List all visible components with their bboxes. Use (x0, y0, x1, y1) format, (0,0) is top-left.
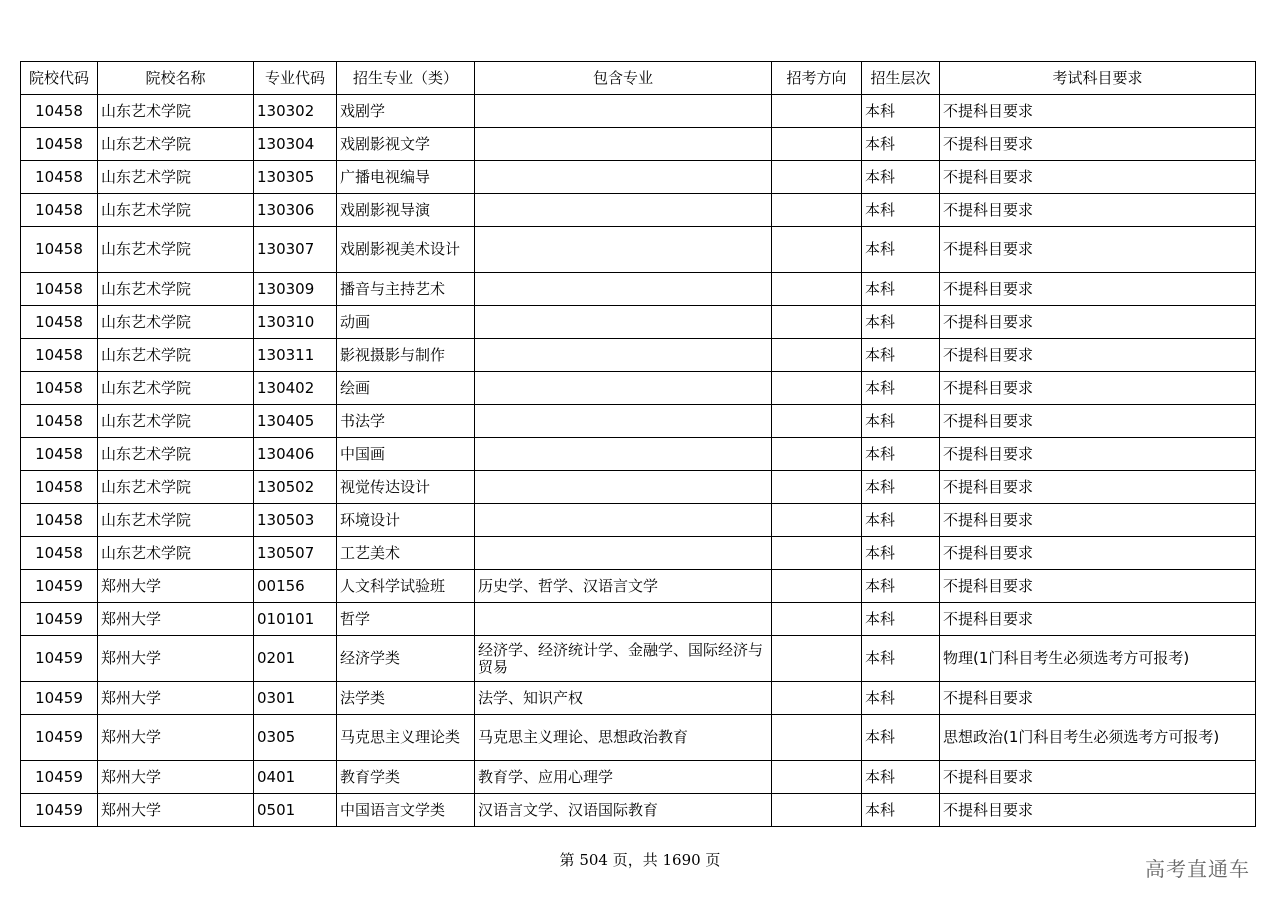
cell-level: 本科 (862, 761, 940, 794)
cell-school-name: 郑州大学 (98, 570, 254, 603)
table-row (21, 339, 1256, 372)
cell-level: 本科 (862, 372, 940, 405)
cell-requirement: 不提科目要求 (940, 570, 1256, 603)
header-direction: 招考方向 (772, 62, 862, 95)
cell-level: 本科 (862, 682, 940, 715)
cell-direction (772, 372, 862, 405)
cell-requirement: 思想政治(1门科目考生必须选考方可报考) (940, 715, 1256, 761)
cell-requirement: 不提科目要求 (940, 128, 1256, 161)
table-row (21, 794, 1256, 827)
cell-major: 马克思主义理论类 (337, 715, 475, 761)
cell-major-code: 130304 (254, 128, 337, 161)
cell-direction (772, 438, 862, 471)
cell-direction (772, 537, 862, 570)
cell-level: 本科 (862, 339, 940, 372)
cell-school-name: 郑州大学 (98, 794, 254, 827)
cell-school-name: 郑州大学 (98, 636, 254, 682)
cell-major: 戏剧影视导演 (337, 194, 475, 227)
cell-school-code: 10458 (21, 306, 98, 339)
table-row (21, 227, 1256, 273)
cell-direction (772, 715, 862, 761)
cell-major-code: 130302 (254, 95, 337, 128)
table-row (21, 504, 1256, 537)
cell-level: 本科 (862, 471, 940, 504)
cell-major: 教育学类 (337, 761, 475, 794)
cell-direction (772, 636, 862, 682)
cell-major: 哲学 (337, 603, 475, 636)
cell-major-code: 130406 (254, 438, 337, 471)
cell-school-name: 山东艺术学院 (98, 128, 254, 161)
cell-major: 法学类 (337, 682, 475, 715)
cell-major: 戏剧影视美术设计 (337, 227, 475, 273)
cell-major: 视觉传达设计 (337, 471, 475, 504)
cell-school-code: 10459 (21, 570, 98, 603)
table-row (21, 761, 1256, 794)
cell-included-majors (475, 537, 772, 570)
cell-level: 本科 (862, 95, 940, 128)
cell-major: 影视摄影与制作 (337, 339, 475, 372)
cell-school-code: 10459 (21, 761, 98, 794)
cell-major-code: 130503 (254, 504, 337, 537)
cell-major: 环境设计 (337, 504, 475, 537)
cell-major-code: 130309 (254, 273, 337, 306)
cell-included-majors (475, 128, 772, 161)
cell-major-code: 0201 (254, 636, 337, 682)
cell-direction (772, 227, 862, 273)
cell-school-code: 10459 (21, 715, 98, 761)
page-number: 第 504 页，共 1690 页 (559, 851, 721, 869)
cell-included-majors (475, 405, 772, 438)
cell-major-code: 130402 (254, 372, 337, 405)
cell-major: 经济学类 (337, 636, 475, 682)
cell-school-code: 10459 (21, 682, 98, 715)
cell-requirement: 不提科目要求 (940, 794, 1256, 827)
cell-school-name: 山东艺术学院 (98, 194, 254, 227)
cell-school-code: 10458 (21, 537, 98, 570)
header-level: 招生层次 (862, 62, 940, 95)
header-major: 招生专业（类） (337, 62, 475, 95)
cell-included-majors (475, 471, 772, 504)
cell-included-majors (475, 438, 772, 471)
cell-major: 工艺美术 (337, 537, 475, 570)
cell-requirement: 不提科目要求 (940, 339, 1256, 372)
cell-school-code: 10459 (21, 603, 98, 636)
cell-school-name: 山东艺术学院 (98, 306, 254, 339)
cell-school-code: 10458 (21, 273, 98, 306)
cell-level: 本科 (862, 306, 940, 339)
cell-major: 人文科学试验班 (337, 570, 475, 603)
cell-level: 本科 (862, 504, 940, 537)
cell-included-majors: 汉语言文学、汉语国际教育 (475, 794, 772, 827)
cell-school-code: 10459 (21, 636, 98, 682)
cell-major-code: 010101 (254, 603, 337, 636)
cell-direction (772, 794, 862, 827)
table-row (21, 603, 1256, 636)
cell-major-code: 0301 (254, 682, 337, 715)
cell-school-name: 山东艺术学院 (98, 339, 254, 372)
table-row (21, 128, 1256, 161)
cell-level: 本科 (862, 273, 940, 306)
cell-direction (772, 273, 862, 306)
cell-major: 绘画 (337, 372, 475, 405)
cell-requirement: 不提科目要求 (940, 682, 1256, 715)
cell-major-code: 0305 (254, 715, 337, 761)
cell-requirement: 物理(1门科目考生必须选考方可报考) (940, 636, 1256, 682)
table-row (21, 194, 1256, 227)
cell-direction (772, 306, 862, 339)
cell-major-code: 130507 (254, 537, 337, 570)
cell-major-code: 130306 (254, 194, 337, 227)
cell-included-majors: 经济学、经济统计学、金融学、国际经济与贸易 (475, 636, 772, 682)
cell-school-code: 10458 (21, 372, 98, 405)
cell-included-majors: 教育学、应用心理学 (475, 761, 772, 794)
cell-included-majors (475, 95, 772, 128)
cell-requirement: 不提科目要求 (940, 405, 1256, 438)
cell-major: 戏剧影视文学 (337, 128, 475, 161)
cell-school-name: 郑州大学 (98, 715, 254, 761)
cell-included-majors (475, 306, 772, 339)
cell-level: 本科 (862, 161, 940, 194)
cell-school-code: 10458 (21, 161, 98, 194)
header-included-majors: 包含专业 (475, 62, 772, 95)
cell-major: 戏剧学 (337, 95, 475, 128)
cell-requirement: 不提科目要求 (940, 306, 1256, 339)
cell-major-code: 130405 (254, 405, 337, 438)
cell-level: 本科 (862, 794, 940, 827)
cell-level: 本科 (862, 537, 940, 570)
cell-major: 广播电视编导 (337, 161, 475, 194)
cell-included-majors (475, 273, 772, 306)
header-school-name: 院校名称 (98, 62, 254, 95)
cell-level: 本科 (862, 603, 940, 636)
cell-requirement: 不提科目要求 (940, 438, 1256, 471)
cell-requirement: 不提科目要求 (940, 761, 1256, 794)
cell-major-code: 0401 (254, 761, 337, 794)
cell-requirement: 不提科目要求 (940, 537, 1256, 570)
cell-requirement: 不提科目要求 (940, 161, 1256, 194)
header-major-code: 专业代码 (254, 62, 337, 95)
cell-school-code: 10458 (21, 504, 98, 537)
cell-major: 动画 (337, 306, 475, 339)
cell-requirement: 不提科目要求 (940, 194, 1256, 227)
table-row (21, 438, 1256, 471)
cell-school-code: 10458 (21, 339, 98, 372)
cell-included-majors (475, 603, 772, 636)
cell-direction (772, 761, 862, 794)
cell-direction (772, 339, 862, 372)
cell-school-name: 郑州大学 (98, 603, 254, 636)
cell-level: 本科 (862, 438, 940, 471)
cell-requirement: 不提科目要求 (940, 273, 1256, 306)
cell-requirement: 不提科目要求 (940, 603, 1256, 636)
cell-level: 本科 (862, 227, 940, 273)
table-row (21, 636, 1256, 682)
watermark: 高考直通车 (1145, 857, 1250, 881)
cell-school-name: 山东艺术学院 (98, 537, 254, 570)
cell-level: 本科 (862, 636, 940, 682)
table-row (21, 306, 1256, 339)
table-row (21, 570, 1256, 603)
cell-school-code: 10458 (21, 438, 98, 471)
cell-direction (772, 471, 862, 504)
cell-included-majors (475, 339, 772, 372)
table-row (21, 273, 1256, 306)
cell-major-code: 00156 (254, 570, 337, 603)
header-row (21, 62, 1256, 95)
cell-school-name: 山东艺术学院 (98, 438, 254, 471)
table-row (21, 682, 1256, 715)
cell-major-code: 130310 (254, 306, 337, 339)
table-row (21, 95, 1256, 128)
cell-level: 本科 (862, 194, 940, 227)
cell-direction (772, 161, 862, 194)
cell-school-code: 10458 (21, 128, 98, 161)
cell-level: 本科 (862, 405, 940, 438)
cell-direction (772, 405, 862, 438)
cell-major-code: 130502 (254, 471, 337, 504)
cell-major: 中国画 (337, 438, 475, 471)
cell-included-majors: 法学、知识产权 (475, 682, 772, 715)
table-row (21, 372, 1256, 405)
cell-major-code: 130311 (254, 339, 337, 372)
cell-included-majors (475, 372, 772, 405)
cell-requirement: 不提科目要求 (940, 504, 1256, 537)
cell-school-name: 山东艺术学院 (98, 273, 254, 306)
table-row (21, 715, 1256, 761)
cell-direction (772, 194, 862, 227)
header-requirement: 考试科目要求 (940, 62, 1256, 95)
cell-direction (772, 603, 862, 636)
cell-school-name: 山东艺术学院 (98, 471, 254, 504)
cell-included-majors (475, 227, 772, 273)
cell-major: 书法学 (337, 405, 475, 438)
table-body (21, 95, 1256, 827)
cell-included-majors (475, 161, 772, 194)
cell-school-name: 郑州大学 (98, 761, 254, 794)
cell-included-majors: 马克思主义理论、思想政治教育 (475, 715, 772, 761)
cell-school-name: 山东艺术学院 (98, 405, 254, 438)
cell-included-majors (475, 194, 772, 227)
cell-major: 中国语言文学类 (337, 794, 475, 827)
cell-requirement: 不提科目要求 (940, 95, 1256, 128)
cell-school-name: 郑州大学 (98, 682, 254, 715)
table-row (21, 537, 1256, 570)
cell-direction (772, 504, 862, 537)
header-school-code: 院校代码 (21, 62, 98, 95)
cell-school-code: 10458 (21, 194, 98, 227)
table-row (21, 161, 1256, 194)
cell-major-code: 130305 (254, 161, 337, 194)
cell-major: 播音与主持艺术 (337, 273, 475, 306)
cell-direction (772, 128, 862, 161)
cell-major-code: 0501 (254, 794, 337, 827)
cell-included-majors: 历史学、哲学、汉语言文学 (475, 570, 772, 603)
cell-requirement: 不提科目要求 (940, 372, 1256, 405)
cell-requirement: 不提科目要求 (940, 227, 1256, 273)
cell-direction (772, 570, 862, 603)
cell-direction (772, 682, 862, 715)
cell-direction (772, 95, 862, 128)
cell-level: 本科 (862, 128, 940, 161)
cell-school-name: 山东艺术学院 (98, 95, 254, 128)
admissions-table (20, 61, 1256, 827)
cell-school-code: 10459 (21, 794, 98, 827)
cell-included-majors (475, 504, 772, 537)
cell-school-name: 山东艺术学院 (98, 372, 254, 405)
cell-requirement: 不提科目要求 (940, 471, 1256, 504)
cell-level: 本科 (862, 570, 940, 603)
cell-school-code: 10458 (21, 405, 98, 438)
cell-school-code: 10458 (21, 95, 98, 128)
cell-level: 本科 (862, 715, 940, 761)
cell-school-code: 10458 (21, 471, 98, 504)
cell-school-name: 山东艺术学院 (98, 227, 254, 273)
cell-school-name: 山东艺术学院 (98, 504, 254, 537)
cell-school-name: 山东艺术学院 (98, 161, 254, 194)
cell-major-code: 130307 (254, 227, 337, 273)
table-row (21, 471, 1256, 504)
cell-school-code: 10458 (21, 227, 98, 273)
table-row (21, 405, 1256, 438)
